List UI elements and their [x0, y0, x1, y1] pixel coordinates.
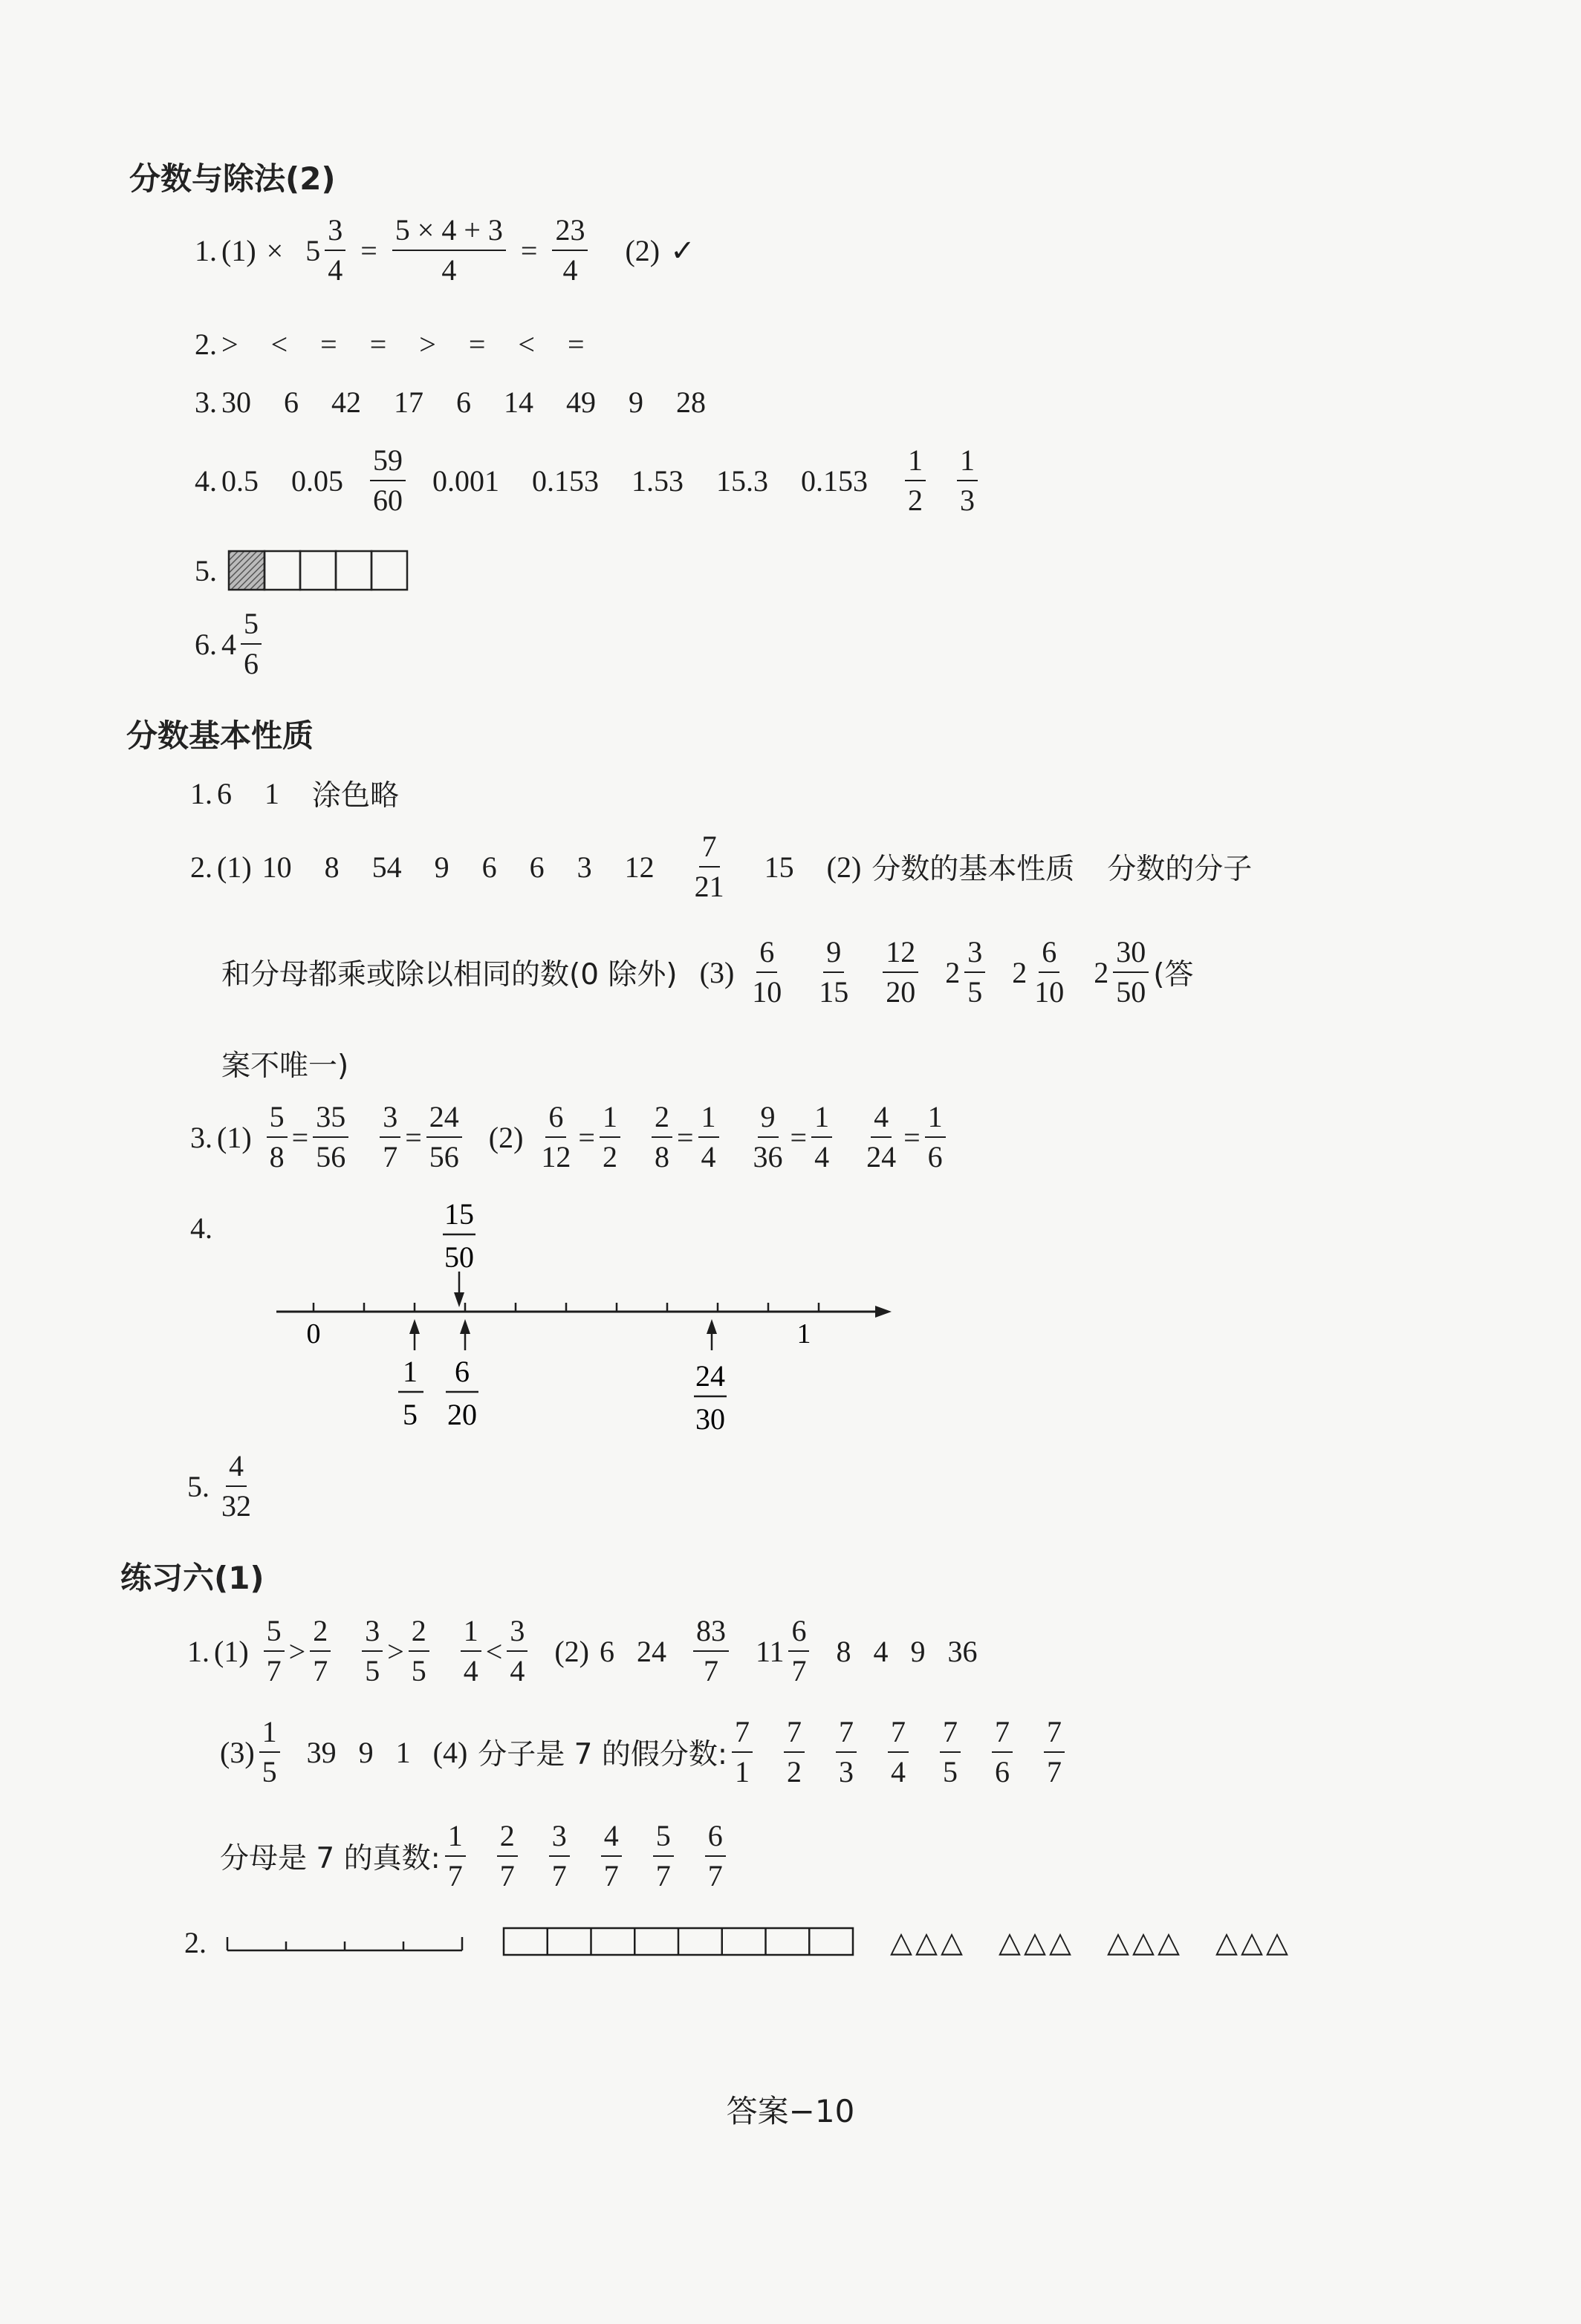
s1-q4	[195, 443, 982, 517]
shaded-cell-strip	[221, 548, 415, 593]
num: 9	[823, 937, 844, 973]
mixed-number	[221, 609, 266, 679]
whole: 11	[755, 1634, 785, 1668]
den: 5	[365, 1654, 380, 1687]
item: 10	[262, 850, 292, 884]
whole: 2	[945, 955, 961, 989]
frac	[784, 1717, 805, 1787]
eq-sign: =	[676, 1120, 694, 1154]
item: >	[221, 328, 238, 361]
den: 12	[541, 1140, 571, 1174]
frac	[218, 1451, 254, 1521]
item: 42	[331, 385, 361, 419]
num: 2	[652, 1102, 672, 1138]
item: 9	[434, 850, 449, 884]
frac	[313, 1102, 348, 1172]
text: 和分母都乘或除以相同的数(0 除外)	[221, 958, 678, 992]
num: 7	[836, 1717, 857, 1753]
den: 36	[753, 1140, 783, 1174]
compare-op: <	[485, 1634, 503, 1668]
num: 1	[957, 446, 978, 481]
frac	[925, 1102, 946, 1172]
item: <	[518, 328, 535, 361]
s2-q4-label: 4.	[190, 1211, 212, 1245]
triangle-group: △△△	[998, 1925, 1074, 1959]
item: 1	[264, 776, 279, 810]
b1-den: 5	[403, 1398, 418, 1431]
b2-den: 20	[447, 1398, 477, 1431]
s2-q3-label: 3.	[190, 1120, 212, 1154]
item: =	[468, 328, 486, 361]
item: 54	[371, 850, 402, 884]
s1-q1-label: 1.	[195, 233, 217, 267]
mixed-number	[756, 1616, 814, 1686]
s3-q1	[187, 1616, 977, 1686]
den: 24	[866, 1140, 897, 1174]
whole: 4	[221, 627, 236, 661]
den: 7	[1047, 1755, 1062, 1788]
frac	[940, 1717, 961, 1787]
triangle-group: △△△	[1215, 1925, 1291, 1959]
item: 15	[764, 850, 794, 884]
frac	[241, 609, 262, 679]
den: 5	[262, 1755, 277, 1788]
item: 6	[599, 1634, 614, 1668]
item: 8	[324, 850, 340, 884]
s1-q3-label: 3.	[195, 385, 217, 419]
frac	[863, 1102, 899, 1172]
den: 7	[499, 1859, 515, 1892]
num: 1	[445, 1821, 466, 1857]
s3-q2	[184, 1924, 1291, 1961]
box-cells	[501, 1924, 857, 1961]
num: 4	[226, 1451, 247, 1487]
s1-q5	[195, 548, 415, 593]
den: 1	[735, 1755, 750, 1788]
part: (3)	[699, 955, 735, 989]
frac	[749, 937, 785, 1007]
den: 10	[1034, 975, 1065, 1009]
den: 7	[707, 1859, 723, 1892]
item: 9	[910, 1634, 926, 1668]
frac	[905, 443, 926, 517]
den: 3	[839, 1755, 854, 1788]
item: 6	[481, 850, 497, 884]
eq-sign: =	[790, 1120, 808, 1154]
num: 6	[705, 1821, 726, 1857]
frac	[816, 937, 851, 1007]
den: 3	[960, 484, 975, 517]
one-label: 1	[796, 1318, 811, 1350]
item: 6	[456, 385, 471, 419]
item: 6	[217, 776, 232, 810]
num: 7	[784, 1717, 805, 1753]
s1-q1-mark1: ×	[266, 233, 284, 267]
den: 8	[654, 1140, 669, 1174]
num: 6	[545, 1102, 566, 1138]
text: 分子是 7 的假分数:	[478, 1738, 728, 1771]
num: 7	[732, 1717, 753, 1753]
eq-sign: =	[520, 233, 538, 267]
s1-q1-expr	[392, 215, 506, 285]
item: 1.53	[632, 463, 684, 498]
num: 4	[601, 1821, 622, 1857]
frac	[836, 1717, 857, 1787]
num: 7	[1044, 1717, 1065, 1753]
arrow-down-icon	[454, 1292, 464, 1307]
text: 分母是 7 的真数:	[220, 1842, 441, 1875]
num: 3	[362, 1616, 383, 1652]
top-frac-den: 50	[444, 1240, 474, 1274]
s1-q1-part1: (1)	[221, 233, 256, 267]
item: =	[567, 328, 585, 361]
b3-den: 30	[695, 1402, 725, 1436]
den: 6	[995, 1755, 1010, 1788]
item: 0.05	[291, 463, 343, 498]
frac	[652, 1102, 672, 1172]
s2-q4-label-line	[190, 1211, 217, 1246]
item: 6	[284, 385, 299, 419]
b2-num: 6	[455, 1355, 470, 1388]
frac	[964, 937, 985, 1007]
item: 8	[836, 1634, 851, 1668]
num: 7	[992, 1717, 1013, 1753]
arrow-up-icon	[460, 1319, 470, 1334]
den: 4	[463, 1654, 478, 1687]
num: 6	[788, 1616, 809, 1652]
frac	[1031, 937, 1067, 1007]
item: 涂色略	[312, 779, 400, 813]
frac	[549, 1821, 570, 1891]
num: 2	[310, 1616, 331, 1652]
part: (2)	[488, 1120, 524, 1154]
part: (1)	[217, 850, 252, 884]
num: 1	[905, 446, 926, 481]
item: 14	[504, 385, 533, 419]
s1-q1	[195, 215, 695, 285]
den: 7	[655, 1859, 671, 1892]
item: 3	[577, 850, 592, 884]
item: 36	[947, 1634, 978, 1668]
den: 7	[313, 1654, 328, 1687]
item: 39	[306, 1735, 337, 1769]
shaded-cell	[229, 551, 264, 590]
cell	[264, 551, 300, 590]
mixed-number	[1094, 937, 1153, 1007]
part: (4)	[432, 1735, 468, 1769]
section-title-fraction-division: 分数与除法(2)	[129, 160, 336, 197]
s2-q1	[190, 772, 399, 814]
arrow-up-icon	[409, 1319, 420, 1334]
den: 7	[447, 1859, 463, 1892]
item: 0.153	[532, 463, 599, 498]
s2-q1-label: 1.	[190, 776, 212, 810]
frac	[992, 1717, 1013, 1787]
page-footer: 答案−10	[726, 2093, 855, 2129]
num: 1	[698, 1102, 719, 1138]
segmented-ruler	[211, 1924, 478, 1961]
num: 3	[325, 215, 345, 251]
den: 5	[411, 1654, 426, 1687]
top-frac-num: 15	[444, 1197, 474, 1231]
den: 7	[791, 1654, 807, 1687]
s1-q3	[195, 385, 706, 420]
frac	[445, 1821, 466, 1891]
item: =	[320, 328, 337, 361]
frac	[601, 1821, 622, 1891]
s1-q1-frac	[325, 215, 345, 285]
num: 35	[313, 1102, 348, 1138]
num: 59	[370, 446, 406, 481]
s3-q2-label: 2.	[184, 1925, 207, 1959]
part: (2)	[554, 1634, 589, 1668]
num: 2	[409, 1616, 429, 1652]
num: 12	[883, 937, 918, 973]
frac	[888, 1717, 909, 1787]
item: 9	[358, 1735, 374, 1769]
section-title-exercise-6: 练习六(1)	[120, 1560, 264, 1596]
item: 6	[529, 850, 545, 884]
s1-q1-result	[552, 215, 588, 285]
frac	[1113, 937, 1149, 1007]
item: 1	[395, 1735, 411, 1769]
den: 8	[269, 1140, 285, 1174]
s1-q1-part2: (2)	[625, 233, 660, 267]
den: 2	[908, 484, 923, 517]
text: 分数的基本性质	[871, 853, 1075, 886]
frac	[788, 1616, 809, 1686]
frac	[264, 1616, 285, 1686]
den: 2	[602, 1140, 617, 1174]
num: 3	[549, 1821, 570, 1857]
cell	[371, 551, 407, 590]
den: 50	[1116, 975, 1146, 1009]
s1-q6-label: 6.	[195, 627, 217, 661]
eq-sign: =	[578, 1120, 595, 1154]
den: 7	[551, 1859, 567, 1892]
s3-q1-label: 1.	[187, 1634, 210, 1668]
frac	[653, 1821, 674, 1891]
frac	[310, 1616, 331, 1686]
item: 15.3	[716, 463, 768, 498]
s2-q5	[187, 1451, 259, 1521]
frac	[750, 1102, 786, 1172]
num: 1	[259, 1717, 280, 1753]
s3-q1-line2	[220, 1717, 1069, 1787]
num: 7	[699, 832, 720, 868]
s1-q1-whole: 5	[305, 233, 321, 267]
item: 0.153	[801, 463, 868, 498]
num: 7	[888, 1717, 909, 1753]
s2-q2-label: 2.	[190, 850, 212, 884]
den: 32	[221, 1489, 251, 1523]
s1-q6	[195, 609, 266, 679]
den: 60	[373, 484, 403, 517]
den: 15	[819, 975, 849, 1009]
triangle-group: △△△	[1106, 1925, 1183, 1959]
frac	[461, 1616, 481, 1686]
item: >	[419, 328, 436, 361]
frac	[538, 1102, 574, 1172]
den: 4	[562, 253, 578, 287]
den: 56	[316, 1140, 346, 1174]
frac	[957, 443, 978, 517]
item: =	[369, 328, 387, 361]
den: 6	[244, 647, 259, 680]
s1-q2	[195, 327, 585, 362]
den: 4	[701, 1140, 716, 1174]
part: (3)	[220, 1735, 255, 1769]
item: 28	[676, 385, 706, 419]
den: 4	[510, 1654, 525, 1687]
num: 1	[600, 1102, 620, 1138]
eq-sign: =	[291, 1120, 309, 1154]
zero-label: 0	[306, 1318, 321, 1350]
num: 9	[758, 1102, 779, 1138]
eq-sign: =	[360, 233, 377, 267]
num: 24	[426, 1102, 462, 1138]
num: 23	[552, 215, 588, 251]
den: 20	[886, 975, 916, 1009]
compare-op: >	[387, 1634, 404, 1668]
b1-num: 1	[403, 1355, 418, 1388]
triangle-group: △△△	[890, 1925, 966, 1959]
den: 56	[429, 1140, 459, 1174]
item: 0.001	[432, 463, 499, 498]
s2-q5-label: 5.	[187, 1469, 210, 1503]
den: 5	[967, 975, 983, 1009]
num: 5	[653, 1821, 674, 1857]
s1-q1-mixed	[305, 215, 350, 285]
den: 4	[814, 1140, 830, 1174]
s2-q2	[190, 832, 1252, 902]
text: 案不唯一)	[221, 1049, 349, 1083]
frac	[370, 443, 406, 517]
s1-q4-label: 4.	[195, 463, 217, 498]
den: 10	[752, 975, 782, 1009]
num: 1	[811, 1102, 832, 1138]
frac	[693, 1616, 729, 1686]
s1-q2-label: 2.	[195, 328, 217, 361]
item: 49	[566, 385, 596, 419]
s1-q1-mark2: ✓	[670, 233, 695, 267]
frac	[267, 1102, 288, 1172]
frac	[1044, 1717, 1065, 1787]
cell	[300, 551, 336, 590]
mixed-number	[1012, 937, 1071, 1007]
frac	[600, 1102, 620, 1172]
frac	[362, 1616, 383, 1686]
part: (2)	[826, 850, 862, 884]
item: 12	[624, 850, 655, 884]
s2-q2-line2	[221, 937, 1194, 1007]
num: 83	[693, 1616, 729, 1652]
item: 17	[394, 385, 423, 419]
frac	[409, 1616, 429, 1686]
frac	[426, 1102, 462, 1172]
num: 5	[241, 609, 262, 645]
frac	[259, 1717, 280, 1787]
whole: 2	[1012, 955, 1028, 989]
frac	[883, 937, 918, 1007]
eq-sign: =	[405, 1120, 422, 1154]
eq-sign: =	[903, 1120, 921, 1154]
den: 21	[694, 870, 724, 903]
frac	[698, 1102, 719, 1172]
frac	[692, 832, 727, 902]
whole: 2	[1094, 955, 1109, 989]
part: (1)	[217, 1120, 252, 1154]
frac	[705, 1821, 726, 1891]
compare-op: >	[288, 1634, 306, 1668]
frac	[507, 1616, 527, 1686]
item: 9	[629, 385, 643, 419]
num: 3	[507, 1616, 527, 1652]
frac	[497, 1821, 518, 1891]
s2-q3	[190, 1102, 950, 1172]
text: 分数的分子	[1107, 853, 1253, 886]
s1-q5-label: 5.	[195, 553, 217, 587]
num: 5 × 4 + 3	[392, 215, 506, 251]
cell	[336, 551, 371, 590]
den: 7	[266, 1654, 282, 1687]
b3-num: 24	[695, 1359, 725, 1393]
item: 0.5	[221, 463, 259, 498]
frac	[380, 1102, 400, 1172]
item: 4	[873, 1634, 889, 1668]
num: 4	[871, 1102, 892, 1138]
den: 7	[603, 1859, 619, 1892]
item: <	[270, 328, 288, 361]
den: 7	[383, 1140, 398, 1174]
num: 2	[497, 1821, 518, 1857]
axis-arrow-icon	[875, 1306, 892, 1318]
num: 7	[940, 1717, 961, 1753]
den: 4	[891, 1755, 906, 1788]
frac	[811, 1102, 832, 1172]
number-line	[267, 1188, 906, 1441]
item: 30	[221, 385, 251, 419]
den: 4	[328, 253, 343, 287]
frac	[732, 1717, 753, 1787]
den: 6	[927, 1140, 943, 1174]
den: 7	[703, 1654, 718, 1687]
den: 2	[787, 1755, 802, 1788]
item: 24	[636, 1634, 666, 1668]
num: 6	[756, 937, 777, 973]
s3-q1-line3	[220, 1821, 730, 1891]
arrow-up-icon	[707, 1319, 717, 1334]
part: (1)	[214, 1634, 249, 1668]
num: 6	[1039, 937, 1059, 973]
section-title-basic-property: 分数基本性质	[126, 717, 314, 754]
mixed-number	[945, 937, 990, 1007]
num: 1	[925, 1102, 946, 1138]
text: (答	[1153, 958, 1194, 992]
s2-q2-line3	[221, 1043, 348, 1084]
num: 5	[267, 1102, 288, 1138]
num: 3	[964, 937, 985, 973]
num: 1	[461, 1616, 481, 1652]
num: 5	[264, 1616, 285, 1652]
num: 30	[1113, 937, 1149, 973]
den: 4	[441, 253, 457, 287]
num: 3	[380, 1102, 400, 1138]
den: 5	[943, 1755, 958, 1788]
